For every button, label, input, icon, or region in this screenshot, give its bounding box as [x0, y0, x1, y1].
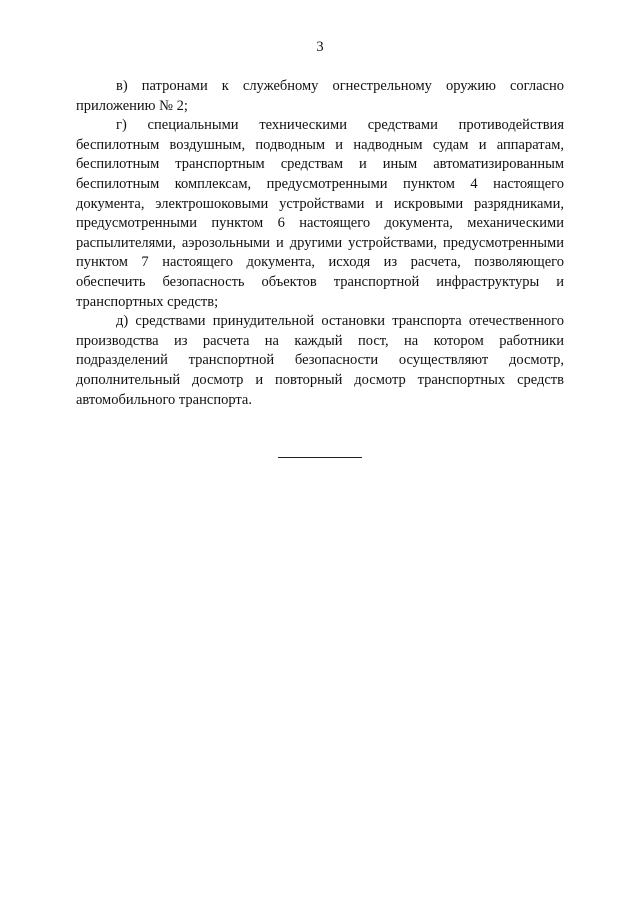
page-number: 3 [316, 39, 324, 55]
document-body [76, 77, 564, 410]
end-of-document-rule [278, 457, 362, 458]
paragraph-v: в) патронами к служебному огнестрельному оружию согласно приложению № 2; [76, 78, 564, 114]
paragraph-d: д) средствами принудительной остановки транспорта отечественного производства из расчета на каждый пост, на котором работники подразделений транспортной безопасности осуществляют досмотр, дополнительный досмотр и повторный досмотр транспортных средств автомобильного транспорта. [76, 313, 564, 408]
paragraph-g: г) специальными техническими средствами противодействия беспилотным воздушным, подводным и надводным судам и аппаратам, беспилотным транспортным средствам и иным автоматизированным беспилотным комплексам, предусмотренными пунктом 4 настоящего документа, электрошоковыми устройствами и искровыми разрядниками, предусмотренными пунктом 6 настоящего документа, механическими распылителями, аэрозольными и другими устройствами, предусмотренными пунктом 7 настоящего документа, исходя из расчета, позволяющего обеспечить безопасность объектов транспортной инфраструктуры и транспортных средств; [76, 117, 564, 310]
